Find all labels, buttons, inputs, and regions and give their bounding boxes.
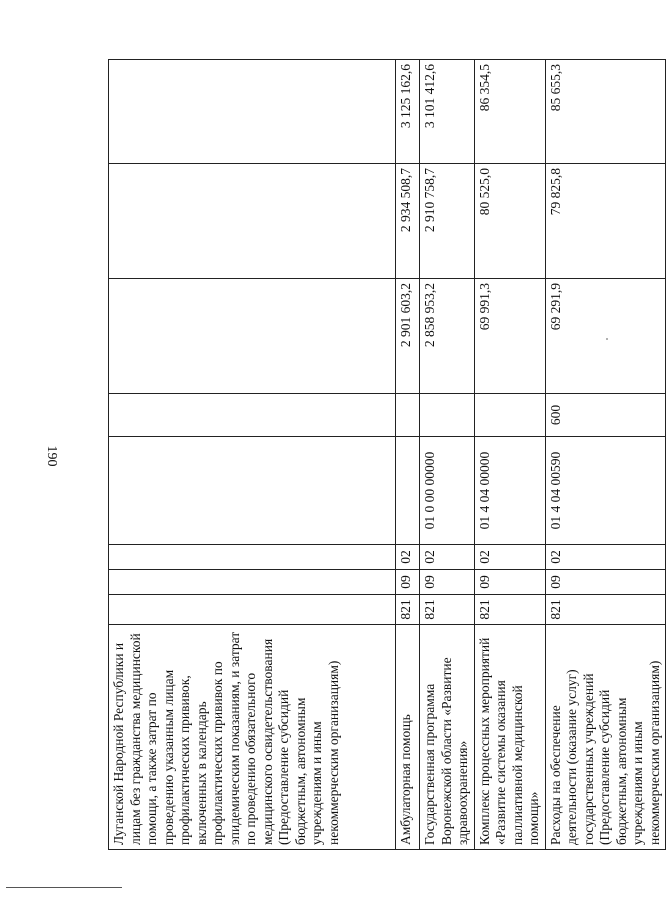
table-row: [474, 60, 545, 850]
row-sum-2: 2 934 508,7: [396, 164, 420, 279]
row-csr: [109, 437, 396, 545]
row-sum-2: 79 825,8: [545, 164, 666, 279]
row-pr: [109, 545, 396, 570]
row-sum-3: 86 354,5: [474, 60, 545, 164]
row-pr: 02: [420, 545, 475, 570]
table-row: [420, 60, 475, 850]
row-sum-2: 2 910 758,7: [420, 164, 475, 279]
row-pr: 02: [545, 545, 666, 570]
row-vr: [396, 394, 420, 437]
row-sum-3: 3 101 412,6: [420, 60, 475, 164]
row-csr: 01 0 00 00000: [420, 437, 475, 545]
budget-table: [108, 59, 666, 850]
row-rz: 09: [474, 570, 545, 595]
row-pr: 02: [474, 545, 545, 570]
row-vr: [474, 394, 545, 437]
row-rz: 09: [396, 570, 420, 595]
row-sum-2: [109, 164, 396, 279]
page-number: 190: [44, 445, 59, 467]
row-sum-1: 69 991,3: [474, 279, 545, 394]
row-description: Луганской Народной Республики и лицам без гражданства медицинской помощи, а также затрат по проведению указанным лицам профилактических прививок, включенных в календарь профилактических прививок по эпидемическим показаниям, и затрат по проведению обязательного медицинского освидетельствования (Предоставление субсидий бюджетным, автономным учреждениям и иным некоммерческим организациям): [109, 625, 396, 850]
row-description: Государственная программа Воронежской области «Развитие здравоохранения»: [420, 625, 475, 850]
row-sum-1: [109, 279, 396, 394]
row-rz: [109, 570, 396, 595]
rotated-table-container: [108, 60, 662, 850]
row-description: Амбулаторная помощь: [396, 625, 420, 850]
row-grbs: 821: [474, 595, 545, 625]
row-vr: [109, 394, 396, 437]
table-row: [545, 60, 666, 850]
row-rz: 09: [545, 570, 666, 595]
row-rz: 09: [420, 570, 475, 595]
table-row: [396, 60, 420, 850]
table-row: [109, 60, 396, 850]
row-csr: [396, 437, 420, 545]
row-sum-3: 85 655,3: [545, 60, 666, 164]
row-sum-3: [109, 60, 396, 164]
row-grbs: 821: [545, 595, 666, 625]
row-description: Расходы на обеспечение деятельности (оказание услуг) государственных учреждений (Предоставление субсидий бюджетным, автономным учреждениям и иным некоммерческим организациям): [545, 625, 666, 850]
row-csr: 01 4 04 00000: [474, 437, 545, 545]
row-description: Комплекс процессных мероприятий «Развитие системы оказания паллиативной медицинской помощи»: [474, 625, 545, 850]
row-sum-2: 80 525,0: [474, 164, 545, 279]
row-sum-1: 2 858 953,2: [420, 279, 475, 394]
row-grbs: 821: [420, 595, 475, 625]
row-vr: 600: [545, 394, 666, 437]
row-sum-1: 2 901 603,2: [396, 279, 420, 394]
row-sum-3: 3 125 162,6: [396, 60, 420, 164]
row-pr: 02: [396, 545, 420, 570]
row-vr: [420, 394, 475, 437]
row-grbs: 821: [396, 595, 420, 625]
scan-speck: [606, 338, 608, 340]
footnote-separator-line: [6, 887, 122, 888]
row-csr: 01 4 04 00590: [545, 437, 666, 545]
row-sum-1: 69 291,9: [545, 279, 666, 394]
row-grbs: [109, 595, 396, 625]
